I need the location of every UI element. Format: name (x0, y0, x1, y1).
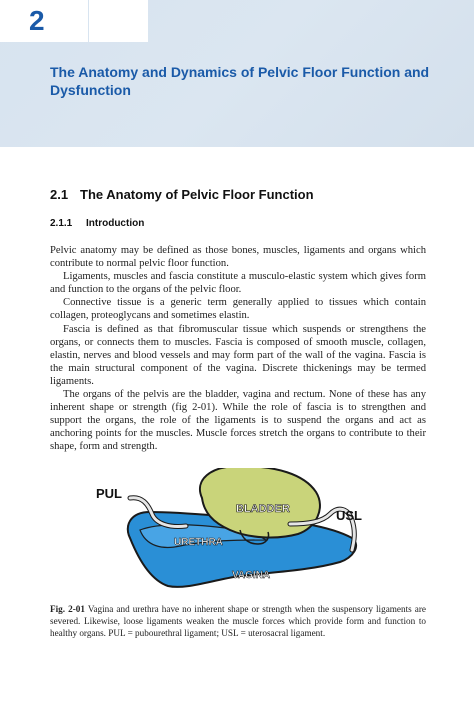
section-title: The Anatomy of Pelvic Floor Function (80, 187, 314, 202)
chapter-title: The Anatomy and Dynamics of Pelvic Floor Function and Dysfunction (50, 64, 430, 98)
section-heading (50, 187, 314, 202)
paragraph: The organs of the pelvis are the bladder, vagina and rectum. None of these has any inherent shape or strength (fig 2-01). While the role of fascia is to strengthen and support the organs, the role of the ligaments is to suspend the organs and act as anchoring points for the muscles. Muscle forces stretch the organs to contribute to their shape, form and strength. (50, 389, 426, 453)
label-bladder: BLADDER (236, 503, 290, 515)
paragraph: Pelvic anatomy may be defined as those bones, muscles, ligaments and organs which contribute to normal pelvic floor function. (50, 245, 426, 270)
subsection-heading (50, 218, 144, 229)
label-usl: USL (336, 508, 362, 523)
label-urethra: URETHRA (174, 537, 223, 548)
figure-caption (50, 604, 426, 639)
caption-label: Fig. 2-01 (50, 604, 85, 614)
subsection-title: Introduction (86, 218, 145, 229)
pelvic-organs-illustration (90, 468, 386, 592)
chapter-number: 2 (29, 5, 45, 36)
caption-text: Vagina and urethra have no inherent shape or strength when the suspensory ligaments are severed. Likewise, loose ligaments weaken the muscle forces which provide form and function to healthy organs. PUL = pubourethral ligament; USL = uterosacral ligament. (50, 604, 426, 638)
body-text (50, 244, 426, 454)
paragraph: Fascia is defined as that fibromuscular tissue which suspends or strengthens the organs, or connects them to muscles. Fascia is composed of smooth muscle, collagen, elastin, nerves and blood vessels and may form part of the wall of the vagina. Fascia is the main structural component of the vagina. Discrete thickenings may be termed ligaments. (50, 323, 426, 387)
label-vagina: VAGINA (232, 570, 271, 581)
paragraph: Connective tissue is a generic term generally applied to tissues which contain collagen, proteoglycans and sometimes elastin. (50, 297, 426, 322)
paragraph: Ligaments, muscles and fascia constitute a musculo-elastic system which gives form and function to the organs of the pelvic floor. (50, 271, 426, 296)
chapter-number-box-extension (89, 0, 148, 42)
subsection-number: 2.1.1 (50, 218, 73, 229)
label-pul: PUL (96, 486, 122, 501)
section-number: 2.1 (50, 187, 69, 202)
